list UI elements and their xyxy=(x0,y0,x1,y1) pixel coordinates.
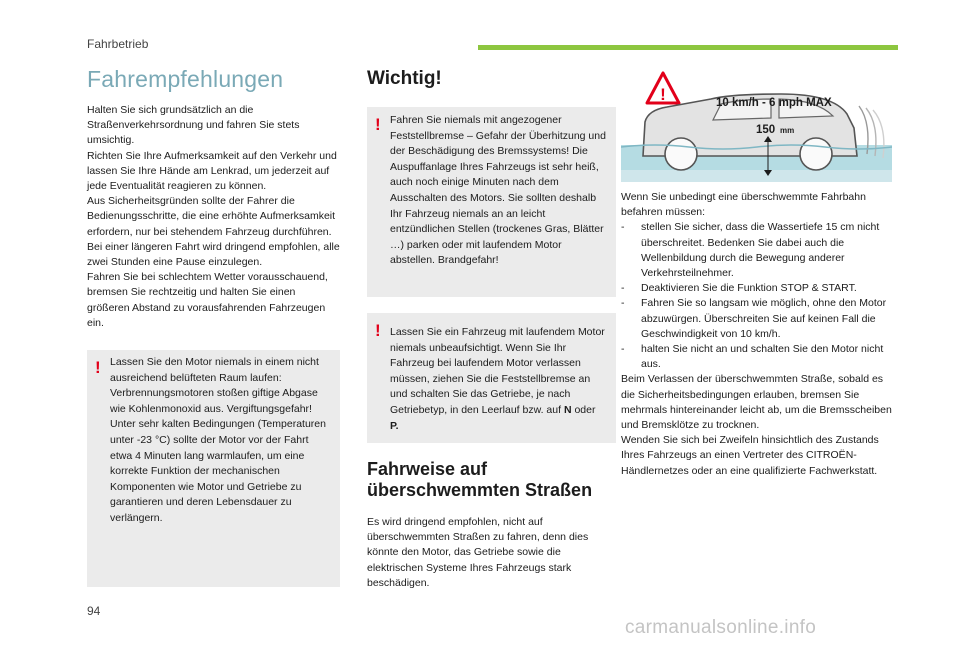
warning-box-unattended xyxy=(367,313,616,443)
section-label: Fahrbetrieb xyxy=(87,37,149,51)
paragraph: Fahren Sie bei schlechtem Wetter vorausschauend, bremsen Sie rechtzeitig und halten Sie einen größeren Abstand zu vorausfahrenden Fahrzeugen ein. xyxy=(87,271,328,329)
speed-limit-label: 10 km/h - 6 mph MAX xyxy=(716,97,832,109)
recommendations-text xyxy=(87,103,340,331)
dash-bullet: - xyxy=(621,282,625,295)
list-item-text: Deaktivieren Sie die Funktion STOP & START. xyxy=(641,282,857,295)
warning-box-ventilation xyxy=(87,350,340,587)
list-item xyxy=(621,296,893,342)
page-number: 94 xyxy=(87,604,101,618)
warning-text: Fahren Sie niemals mit angezogener Feststellbremse – Gefahr der Überhitzung und der Beschädigung des Bremssystems! Die Auspuffanlage Ihres Fahrzeugs ist sehr heiß, auch noch einige Minuten nach dem Ausschalten des Motors. Sie sollten deshalb Ihr Fahrzeug niemals an an leicht entzündlichen Stellen (trockenes Gras, Blätter …) parken oder mit laufendem Motor abstellen. Brandgefahr! xyxy=(390,114,606,267)
dash-bullet: - xyxy=(621,297,625,310)
warning-text: Lassen Sie ein Fahrzeug mit laufendem Motor niemals unbeaufsichtigt. Wenn Sie Ihr Fahrzeug bei laufendem Motor verlassen müssen, ziehen Sie die Feststellbremse an und schalten Sie das Getriebe, je nach Getriebetyp, in den Leerlauf bzw. auf xyxy=(390,326,605,416)
list-item-text: Fahren Sie so langsam wie möglich, ohne den Motor abzuwürgen. Überschreiten Sie auf keinen Fall die Geschwindigkeit von 10 km/h. xyxy=(641,297,887,340)
front-wheel xyxy=(665,138,697,170)
column-important xyxy=(367,66,616,591)
paragraph: Aus Sicherheitsgründen sollte der Fahrer die Bedienungsschritte, die eine erhöhte Aufmerksamkeit erfordern, nur bei stehendem Fahrzeug durchführen. xyxy=(87,195,336,238)
rear-wheel xyxy=(800,138,832,170)
exclamation-icon: ! xyxy=(375,115,381,134)
list-item xyxy=(621,220,893,281)
exclamation-icon: ! xyxy=(375,321,381,340)
paragraph: Wenden Sie sich bei Zweifeln hinsichtlich des Zustands Ihres Fahrzeugs an einen Vertreter des CITROËN-Händlernetzes oder an eine qualifizierte Fachwerkstatt. xyxy=(621,434,879,477)
flooded-road-illustration xyxy=(621,70,892,182)
warning-triangle-mark: ! xyxy=(660,85,666,104)
instruction-list xyxy=(621,220,893,372)
gear-n-label: N xyxy=(563,403,572,416)
paragraph: Richten Sie Ihre Aufmerksamkeit auf den Verkehr und lassen Sie Ihre Hände am Lenkrad, um jederzeit auf jede Eventualität reagieren zu können. xyxy=(87,149,337,193)
list-item xyxy=(621,342,893,372)
dash-bullet: - xyxy=(621,221,625,234)
paragraph: Beim Verlassen der überschwemmten Straße, sobald es die Sicherheitsbedingungen erlauben, bremsen Sie mehrmals hintereinander leicht ab, um die Bremsscheiben und Bremsklötze zu trocknen. xyxy=(621,373,892,432)
flooded-roads-heading: Fahrweise auf überschwemmten Straßen xyxy=(367,459,593,500)
flooded-road-svg xyxy=(621,70,892,182)
list-item-text: stellen Sie sicher, dass die Wassertiefe 15 cm nicht überschreitet. Bedenken Sie dabei auch die Wellenbildung durch die Bewegung anderer Verkehrsteilnehmer. xyxy=(641,221,880,280)
important-heading: Wichtig! xyxy=(367,68,442,89)
list-item xyxy=(621,281,893,296)
warning-text: Lassen Sie den Motor niemals in einem nicht ausreichend belüfteten Raum laufen: Verbrennungsmotoren stoßen giftige Abgase wie Kohlenmonoxid aus. Vergiftungsgefahr! Unter sehr kalten Bedingungen (Temperaturen unter -23 °C) sollte der Motor vor der Fahrt etwa 4 Minuten lang warmlaufen, um eine korrekte Funktion der mechanischen Komponenten wie Motor und Getriebe zu garantieren und deren Lebensdauer zu verlängern. xyxy=(110,356,326,524)
exclamation-icon: ! xyxy=(95,358,101,378)
list-item-text: halten Sie nicht an und schalten Sie den Motor nicht aus. xyxy=(641,343,884,371)
flooded-roads-paragraph: Es wird dringend empfohlen, nicht auf überschwemmten Straßen zu fahren, denn dies könnte den Motor, das Getriebe sowie die elektrischen Systeme Ihres Fahrzeugs stark beschädigen. xyxy=(367,516,589,589)
flooded-roads-instructions xyxy=(621,190,893,479)
depth-value-label: 150 xyxy=(756,124,776,136)
water-reflection xyxy=(621,170,892,182)
section-accent-bar xyxy=(478,45,898,50)
column-recommendations xyxy=(87,66,340,587)
dash-bullet: - xyxy=(621,343,625,356)
warning-box-parking-brake xyxy=(367,107,616,297)
watermark: carmanualsonline.info xyxy=(625,617,817,638)
column-flooded-roads xyxy=(621,70,893,479)
depth-unit-label: mm xyxy=(780,126,795,135)
paragraph: Bei einer längeren Fahrt wird dringend empfohlen, alle zwei Stunden eine Pause einzulegen. xyxy=(87,240,340,269)
gear-p-label: P. xyxy=(390,419,399,432)
intro-text: Wenn Sie unbedingt eine überschwemmte Fahrbahn befahren müssen: xyxy=(621,191,866,219)
page-title: Fahrempfehlungen xyxy=(87,66,284,92)
or-word: oder xyxy=(574,403,596,416)
paragraph: Halten Sie sich grundsätzlich an die Straßenverkehrsordnung und fahren Sie stets umsichtig. xyxy=(87,104,300,147)
